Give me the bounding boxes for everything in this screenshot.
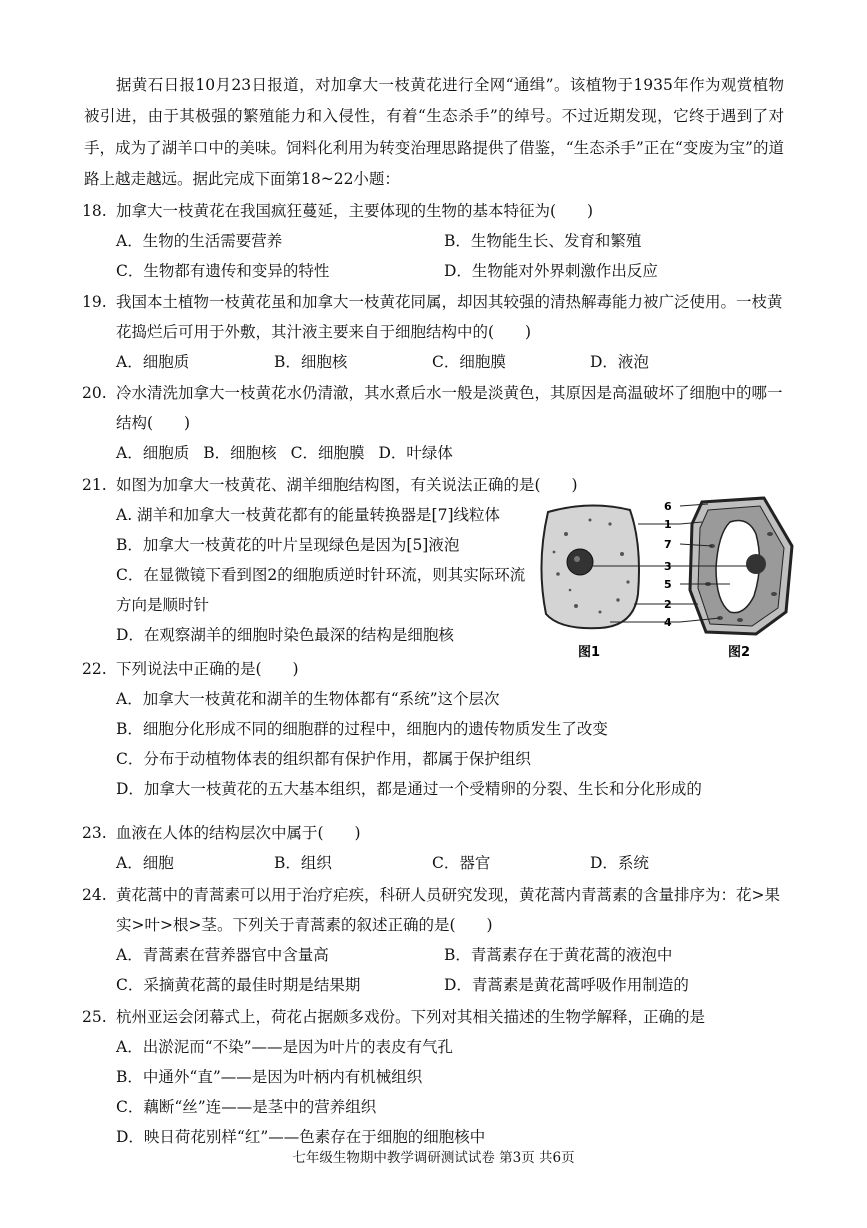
label-6: 6 <box>664 500 672 513</box>
label-4: 4 <box>664 616 672 629</box>
label-1: 1 <box>664 518 672 531</box>
option-a[interactable]: A. 湖羊和加拿大一枝黄花都有的能量转换器是[7]线粒体 <box>116 506 501 524</box>
question-stem: 加拿大一枝黄花在我国疯狂蔓延，主要体现的生物的基本特征为( ) <box>116 202 594 220</box>
question-number: 23. <box>82 824 107 842</box>
option-d[interactable]: D．加拿大一枝黄花的五大基本组织，都是通过一个受精卵的分裂、生长和分化形成的 <box>116 780 702 798</box>
option-d[interactable]: D．生物能对外界刺激作出反应 <box>444 262 658 280</box>
option-a[interactable]: A．出淤泥而“不染”——是因为叶片的表皮有气孔 <box>116 1038 454 1056</box>
option-a[interactable]: A．细胞质 <box>116 444 190 462</box>
question-24 <box>82 880 786 1000</box>
option-c[interactable]: C．分布于动植物体表的组织都有保护作用，都属于保护组织 <box>116 750 531 768</box>
label-3: 3 <box>664 560 672 573</box>
question-number: 18. <box>82 202 107 220</box>
page-footer: 七年级生物期中教学调研测试试卷 第3页 共6页 <box>292 1150 575 1166</box>
option-b[interactable]: B．细胞分化形成不同的细胞群的过程中，细胞内的遗传物质发生了改变 <box>116 720 608 738</box>
intro-text: 据黄石日报10月23日报道，对加拿大一枝黄花进行全网“通缉”。该植物于1935年作为观赏植物被引进，由于其极强的繁殖能力和入侵性，有着“生态杀手”的绰号。不过近期发现，它终于遇到了对手，成为了湖羊口中的美味。饲料化利用为转变治理思路提供了借鉴，“生态杀手”正在“变废为宝”的道路上越走越远。据此完成下面第18~22小题： <box>84 76 784 188</box>
question-19 <box>82 287 786 377</box>
option-c[interactable]: C．器官 <box>432 854 491 872</box>
option-c[interactable]: C．采摘黄花蒿的最佳时期是结果期 <box>116 976 361 994</box>
question-20 <box>82 378 786 468</box>
option-a[interactable]: A．细胞 <box>116 854 174 872</box>
option-d[interactable]: D．叶绿体 <box>378 444 453 462</box>
question-stem: 下列说法中正确的是( ) <box>116 660 299 678</box>
question-18 <box>82 196 786 286</box>
option-b[interactable]: B．加拿大一枝黄花的叶片呈现绿色是因为[5]液泡 <box>116 536 460 554</box>
label-2: 2 <box>664 598 672 611</box>
option-b[interactable]: B．中通外“直”——是因为叶柄内有机械组织 <box>116 1068 423 1086</box>
option-b[interactable]: B．青蒿素存在于黄花蒿的液泡中 <box>444 946 673 964</box>
option-d[interactable]: D．在观察湖羊的细胞时染色最深的结构是细胞核 <box>116 626 454 644</box>
option-c[interactable]: C．细胞膜 <box>290 444 365 462</box>
question-stem: 如图为加拿大一枝黄花、湖羊细胞结构图，有关说法正确的是( ) <box>116 476 578 494</box>
option-d[interactable]: D．映日荷花别样“红”——色素存在于细胞的细胞核中 <box>116 1128 486 1146</box>
option-b[interactable]: B．细胞核 <box>274 353 348 371</box>
option-c[interactable]: C．在显微镜下看到图2的细胞质逆时针环流，则其实际环流方向是顺时针 <box>116 566 526 614</box>
question-25 <box>82 1002 786 1152</box>
cell-structure-figure <box>530 494 810 664</box>
option-a[interactable]: A．青蒿素在营养器官中含量高 <box>116 946 329 964</box>
option-d[interactable]: D．青蒿素是黄花蒿呼吸作用制造的 <box>444 976 689 994</box>
question-stem: 我国本土植物一枝黄花虽和加拿大一枝黄花同属，却因其较强的清热解毒能力被广泛使用。一枝黄花捣烂后可用于外敷，其汁液主要来自于细胞结构中的( ) <box>116 293 783 341</box>
question-number: 20. <box>82 384 107 402</box>
intro-paragraph <box>84 70 784 195</box>
option-d[interactable]: D．系统 <box>590 854 649 872</box>
question-number: 19. <box>82 293 107 311</box>
option-b[interactable]: B．细胞核 <box>203 444 277 462</box>
question-stem: 血液在人体的结构层次中属于( ) <box>116 824 361 842</box>
option-a[interactable]: A．加拿大一枝黄花和湖羊的生物体都有“系统”这个层次 <box>116 690 500 708</box>
question-number: 24. <box>82 886 107 904</box>
question-22 <box>82 654 786 804</box>
question-stem: 杭州亚运会闭幕式上，荷花占据颇多戏份。下列对其相关描述的生物学解释，正确的是 <box>116 1008 706 1026</box>
figure-2-caption: 图2 <box>728 645 751 660</box>
label-7: 7 <box>664 538 672 551</box>
option-c[interactable]: C．生物都有遗传和变异的特性 <box>116 262 330 280</box>
option-b[interactable]: B．组织 <box>274 854 332 872</box>
figure-1-caption: 图1 <box>578 645 601 660</box>
question-stem: 黄花蒿中的青蒿素可以用于治疗疟疾，科研人员研究发现，黄花蒿内青蒿素的含量排序为：花>果实>叶>根>茎。下列关于青蒿素的叙述正确的是( ) <box>116 886 780 934</box>
question-23 <box>82 818 786 878</box>
option-a[interactable]: A．细胞质 <box>116 353 190 371</box>
option-c[interactable]: C．细胞膜 <box>432 353 506 371</box>
option-b[interactable]: B．生物能生长、发育和繁殖 <box>444 232 642 250</box>
question-number: 25. <box>82 1008 107 1026</box>
question-stem: 冷水清洗加拿大一枝黄花水仍清澈，其水煮后水一般是淡黄色，其原因是高温破坏了细胞中的哪一结构( ) <box>116 384 783 432</box>
label-5: 5 <box>664 578 672 591</box>
option-d[interactable]: D．液泡 <box>590 353 649 371</box>
option-a[interactable]: A．生物的生活需要营养 <box>116 232 283 250</box>
question-number: 21. <box>82 476 107 494</box>
option-c[interactable]: C．藕断“丝”连——是茎中的营养组织 <box>116 1098 377 1116</box>
question-number: 22. <box>82 660 107 678</box>
animal-cell-diagram <box>541 505 639 628</box>
